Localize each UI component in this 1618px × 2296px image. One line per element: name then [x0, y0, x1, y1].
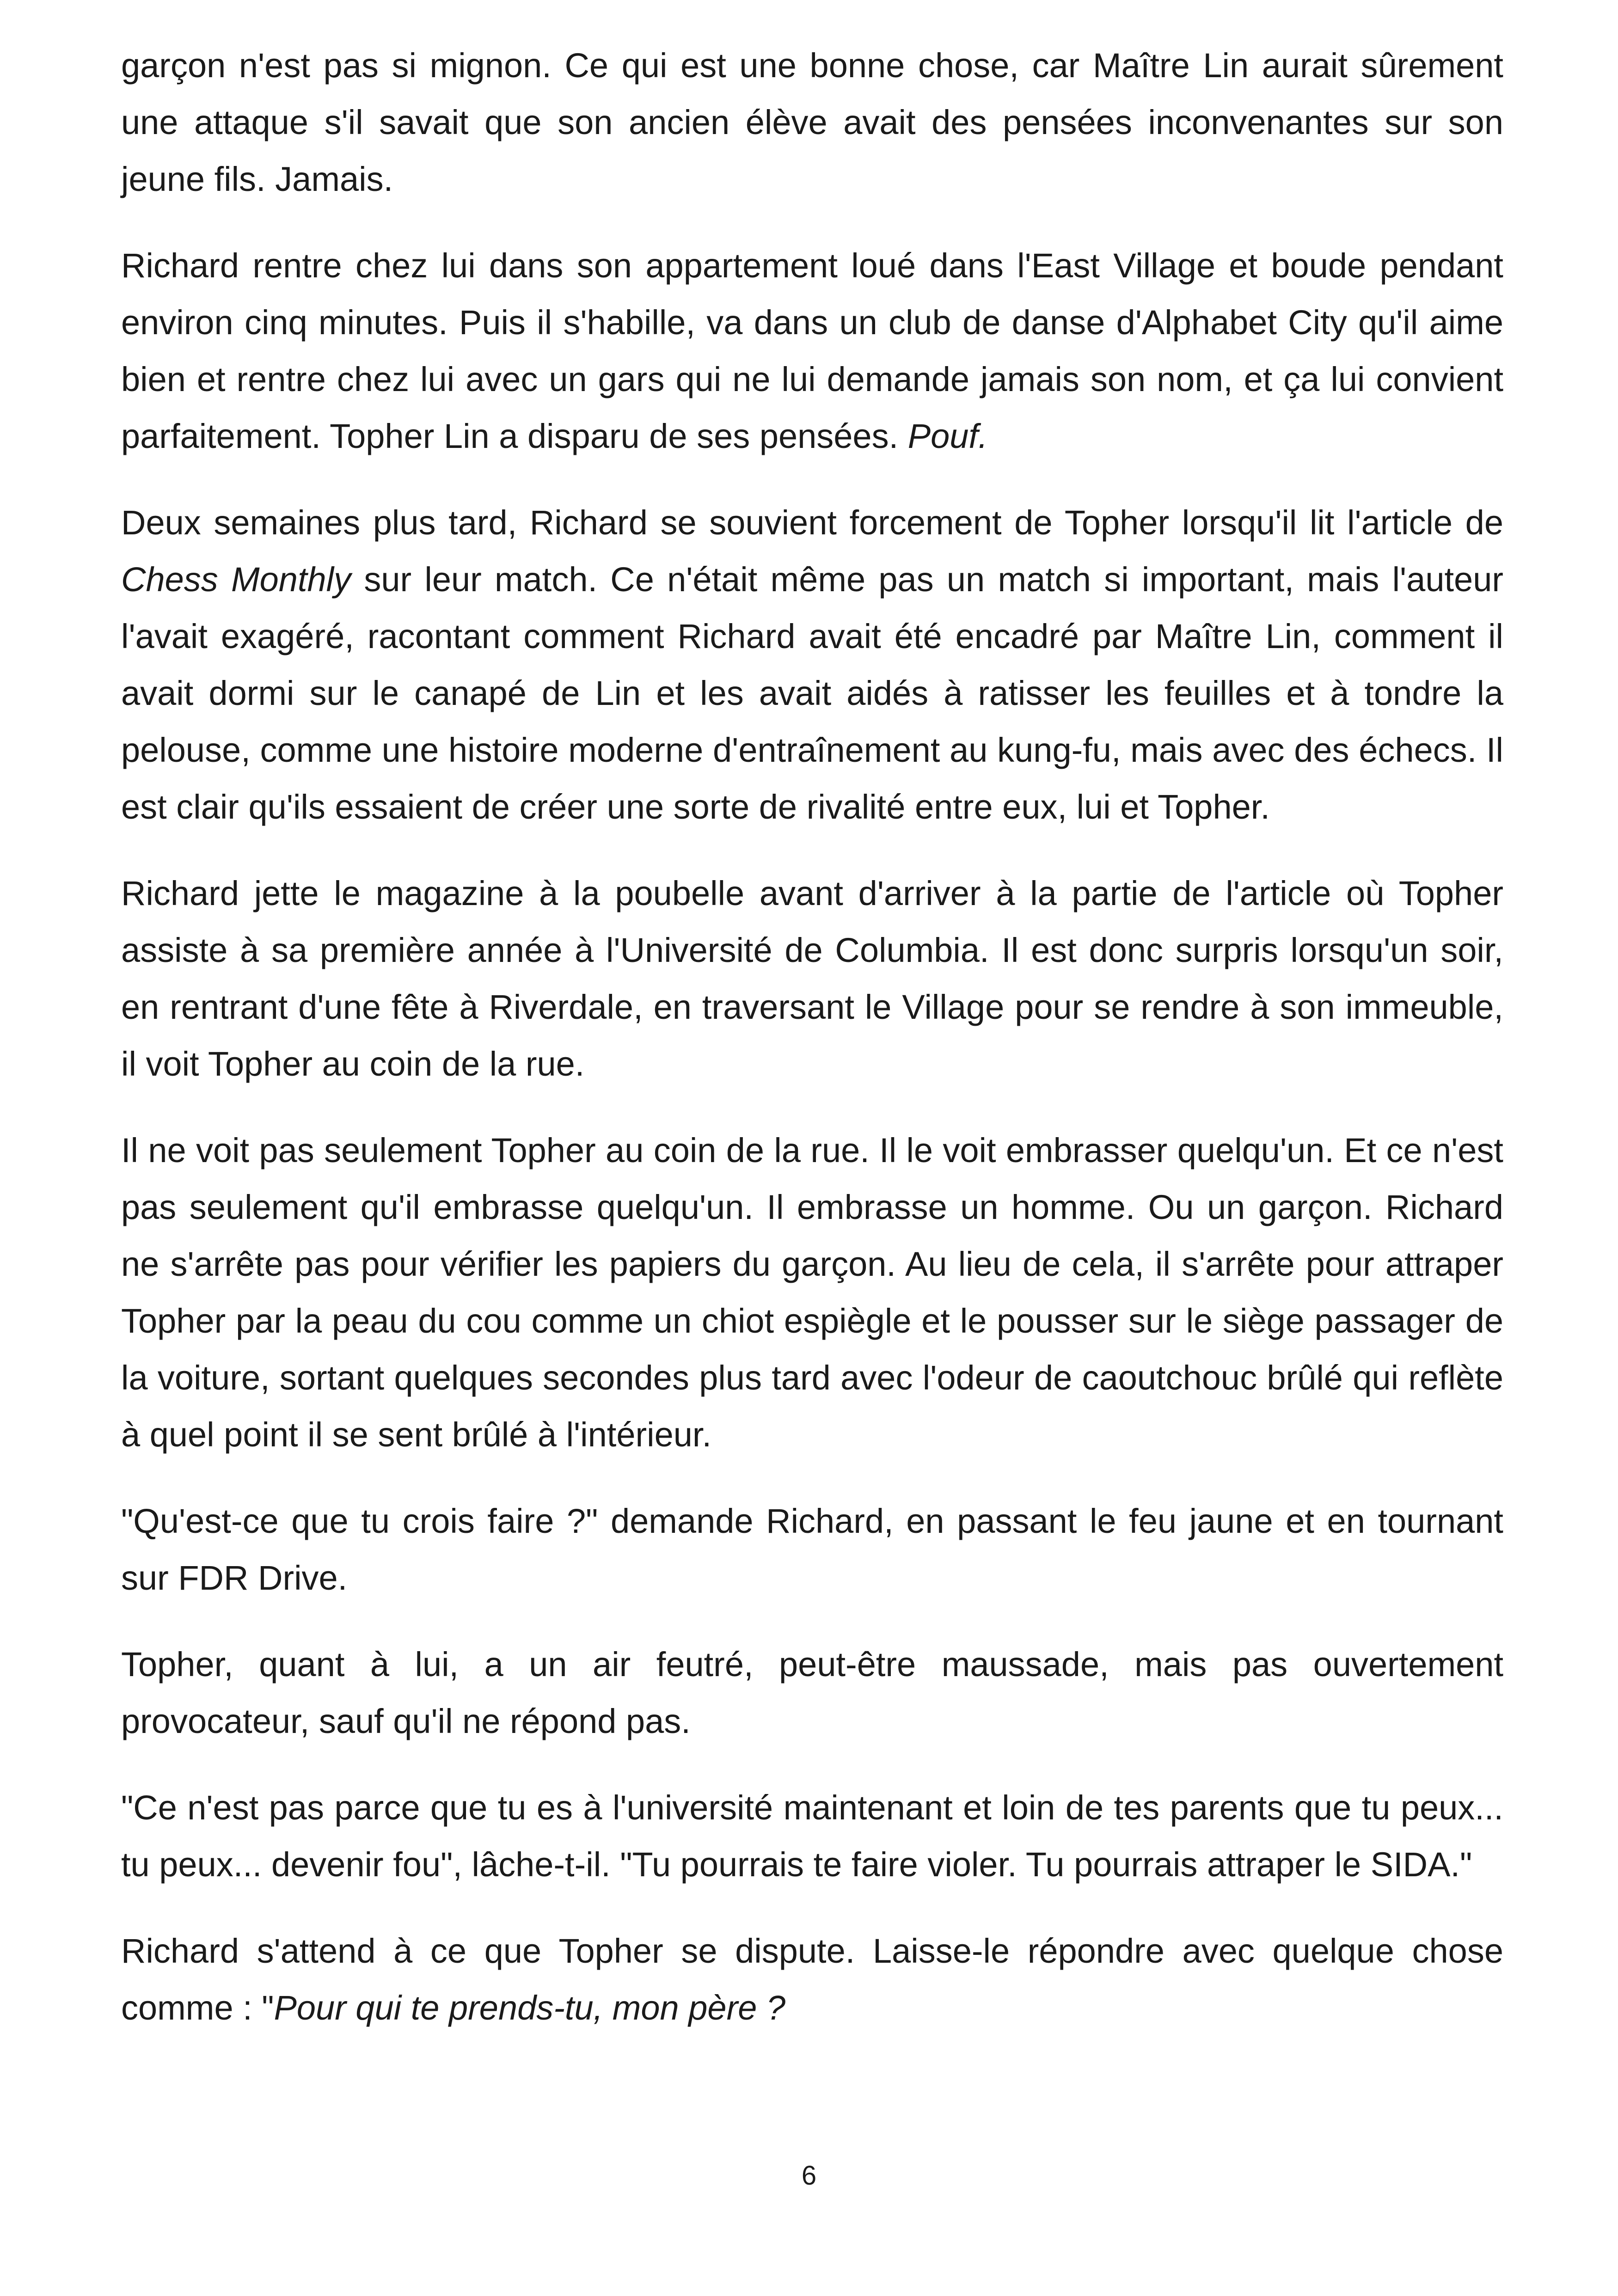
paragraph [121, 37, 1503, 208]
paragraph [121, 1493, 1503, 1606]
paragraph [121, 1636, 1503, 1750]
text-run: Richard jette le magazine à la poubelle avant d'arriver à la partie de l'article où Topher assiste à sa première année à l'Université de Columbia. Il est donc surpris lorsqu'un soir, en rentrant d'une fête à Riverdale, en traversant le Village pour se rendre à son immeuble, il voit Topher au coin de la rue. [121, 874, 1503, 1083]
text-run: Richard rentre chez lui dans son appartement loué dans l'East Village et boude pendant environ cinq minutes. Puis il s'habille, va dans un club de danse d'Alphabet City qu'il aime bien et rentre chez lui avec un gars qui ne lui demande jamais son nom, et ça lui convient parfaitement. Topher Lin a disparu de ses pensées. [121, 246, 1503, 455]
paragraph [121, 1122, 1503, 1463]
paragraph [121, 1779, 1503, 1893]
paragraph [121, 865, 1503, 1092]
text-run: Topher, quant à lui, a un air feutré, peut-être maussade, mais pas ouvertement provocateur, sauf qu'il ne répond pas. [121, 1645, 1503, 1740]
text-run: sur leur match. Ce n'était même pas un match si important, mais l'auteur l'avait exagéré, racontant comment Richard avait été encadré par Maître Lin, comment il avait dormi sur le canapé de Lin et les avait aidés à ratisser les feuilles et à tondre la pelouse, comme une histoire moderne d'entraînement au kung-fu, mais avec des échecs. Il est clair qu'ils essaient de créer une sorte de rivalité entre eux, lui et Topher. [121, 560, 1503, 826]
text-run: Deux semaines plus tard, Richard se souvient forcement de Topher lorsqu'il lit l'article de [121, 503, 1503, 542]
italic-text: Pouf. [907, 417, 988, 455]
text-run: "Ce n'est pas parce que tu es à l'université maintenant et loin de tes parents que tu peux... tu peux... devenir fou", lâche-t-il. "Tu pourrais te faire violer. Tu pourrais attraper le SIDA." [121, 1788, 1503, 1884]
body-text [121, 37, 1503, 2036]
italic-text: Chess Monthly [121, 560, 351, 599]
text-run: Richard s'attend à ce que Topher se dispute. Laisse-le répondre avec quelque chose comme : " [121, 1932, 1503, 2027]
paragraph [121, 494, 1503, 835]
italic-text: Pour qui te prends-tu, mon père ? [274, 1989, 786, 2027]
text-run: "Qu'est-ce que tu crois faire ?" demande Richard, en passant le feu jaune et en tournant sur FDR Drive. [121, 1502, 1503, 1597]
paragraph [121, 1923, 1503, 2036]
text-run: garçon n'est pas si mignon. Ce qui est une bonne chose, car Maître Lin aurait sûrement une attaque s'il savait que son ancien élève avait des pensées inconvenantes sur son jeune fils. Jamais. [121, 46, 1503, 198]
paragraph [121, 237, 1503, 465]
page-number: 6 [801, 2161, 817, 2191]
text-run: Il ne voit pas seulement Topher au coin de la rue. Il le voit embrasser quelqu'un. Et ce n'est pas seulement qu'il embrasse quelqu'un. Il embrasse un homme. Ou un garçon. Richard ne s'arrête pas pour vérifier les papiers du garçon. Au lieu de cela, il s'arrête pour attraper Topher par la peau du cou comme un chiot espiègle et le pousser sur le siège passager de la voiture, sortant quelques secondes plus tard avec l'odeur de caoutchouc brûlé qui reflète à quel point il se sent brûlé à l'intérieur. [121, 1131, 1503, 1454]
